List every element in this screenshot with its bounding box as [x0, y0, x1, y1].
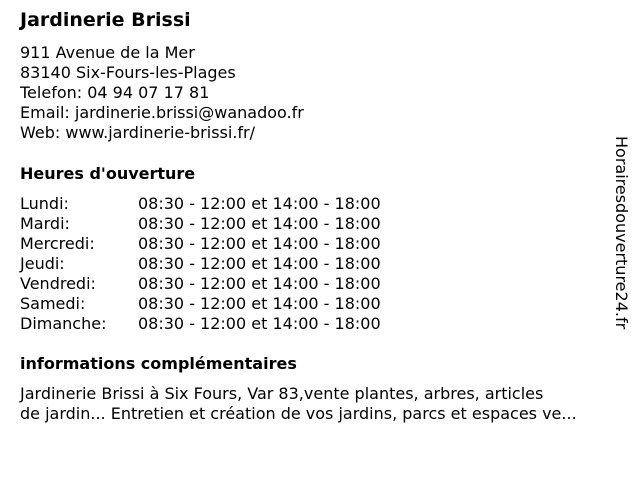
info-line: de jardin... Entretien et création de vos jardins, parcs et espaces ve... [20, 404, 577, 423]
day-label: Vendredi: [20, 274, 96, 293]
day-label: Mercredi: [20, 234, 95, 253]
info-line: Jardinerie Brissi à Six Fours, Var 83,vente plantes, arbres, articles [20, 384, 544, 403]
day-label: Dimanche: [20, 314, 107, 333]
time-range: 08:30 - 12:00 et 14:00 - 18:00 [138, 294, 381, 313]
time-range: 08:30 - 12:00 et 14:00 - 18:00 [138, 194, 381, 213]
time-range: 08:30 - 12:00 et 14:00 - 18:00 [138, 274, 381, 293]
address-street: 911 Avenue de la Mer [20, 43, 195, 62]
day-label: Lundi: [20, 194, 69, 213]
day-label: Samedi: [20, 294, 86, 313]
time-range: 08:30 - 12:00 et 14:00 - 18:00 [138, 214, 381, 233]
site-watermark-text: Horairesdouverture24.fr [612, 136, 631, 330]
time-range: 08:30 - 12:00 et 14:00 - 18:00 [138, 234, 381, 253]
day-label: Jeudi: [20, 254, 65, 273]
business-name: Jardinerie Brissi [20, 9, 191, 31]
info-description [20, 384, 577, 424]
info-heading: informations complémentaires [20, 354, 297, 373]
hours-heading: Heures d'ouverture [20, 164, 196, 183]
address-city: 83140 Six-Fours-les-Plages [20, 63, 236, 82]
website-address: Web: www.jardinerie-brissi.fr/ [20, 123, 255, 142]
phone-number: Telefon: 04 94 07 17 81 [20, 83, 210, 102]
time-range: 08:30 - 12:00 et 14:00 - 18:00 [138, 254, 381, 273]
email-address: Email: jardinerie.brissi@wanadoo.fr [20, 103, 304, 122]
contact-block [20, 43, 304, 143]
site-watermark [609, 136, 635, 370]
day-label: Mardi: [20, 214, 70, 233]
time-range: 08:30 - 12:00 et 14:00 - 18:00 [138, 314, 381, 333]
